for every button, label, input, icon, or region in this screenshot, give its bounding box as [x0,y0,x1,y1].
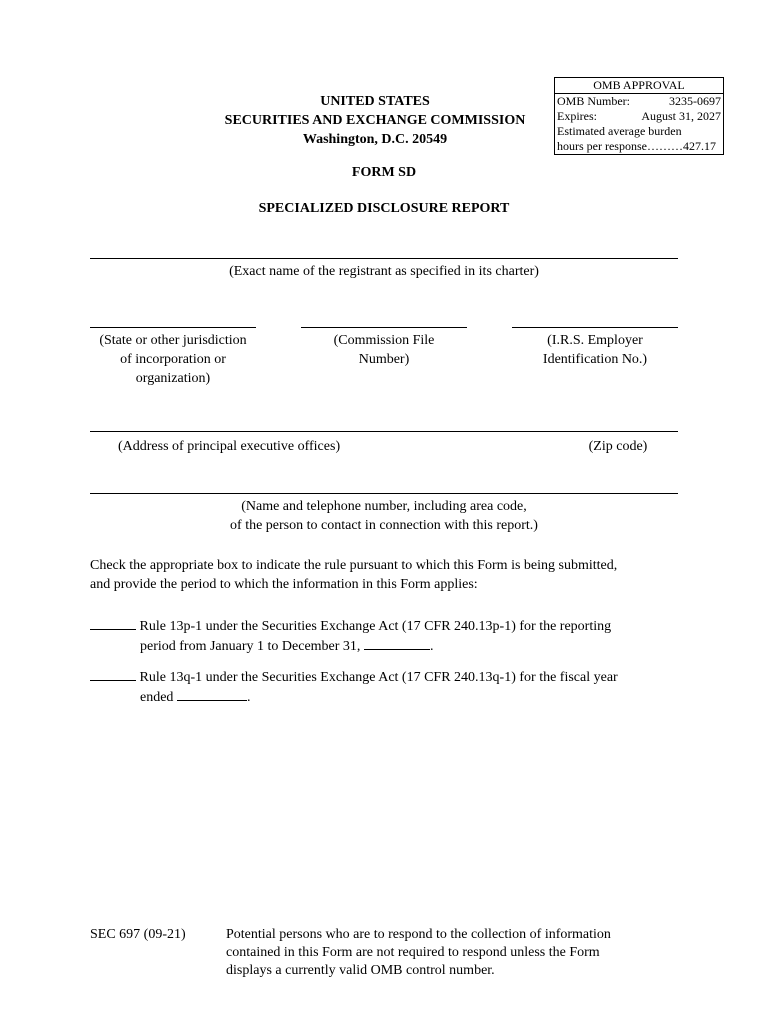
form-title: FORM SD [351,165,417,180]
rule-13q1-ended-end: . [246,690,251,705]
commission-file-caption [301,331,467,369]
registrant-name-line[interactable] [90,258,678,259]
rule-13q1-text: Rule 13q-1 under the Securities Exchange Act (17 CFR 240.13q-1) for the fiscal year [139,670,618,685]
header-line2: SECURITIES AND EXCHANGE COMMISSION [224,113,526,128]
form-code: SEC 697 (09-21) [90,927,186,942]
rule-13p1-text: Rule 13p-1 under the Securities Exchange Act (17 CFR 240.13p-1) for the reporting [139,619,612,634]
state-caption-line3: organization) [135,371,211,386]
omb-burden-line2: hours per response………427.17 [557,139,716,153]
report-title: SPECIALIZED DISCLOSURE REPORT [258,201,510,216]
header-line3: Washington, D.C. 20549 [302,132,448,147]
notice-line3: displays a currently valid OMB control number. [226,963,495,978]
address-line[interactable] [90,431,678,432]
irs-caption-line2: Identification No.) [542,352,648,367]
irs-line[interactable] [512,327,678,328]
rule-13p1-checkbox[interactable] [90,616,136,630]
state-caption-line2: of incorporation or [120,352,226,367]
rule-13q1-checkbox[interactable] [90,667,136,681]
omb-expires-row [555,109,723,124]
omb-number-value: 3235-0697 [669,94,721,108]
instructions [90,556,680,594]
state-line[interactable] [90,327,256,328]
rule-13q1-option [90,667,680,707]
rule-13p1-period-text: period from January 1 to December 31, [140,639,361,654]
omb-approval-box [554,77,724,155]
zip-caption: (Zip code) [588,439,648,454]
rule-13p1-option [90,616,680,656]
instructions-line2: and provide the period to which the information in this Form applies: [90,577,478,592]
contact-caption-line2: of the person to contact in connection with this report.) [230,518,538,533]
rule-13q1-fiscal-year-field[interactable] [177,687,247,701]
instructions-line1: Check the appropriate box to indicate the rule pursuant to which this Form is being submitted, [90,558,618,573]
state-caption-line1: (State or other jurisdiction [99,333,247,348]
notice-line2: contained in this Form are not required to respond unless the Form [226,945,600,960]
contact-line[interactable] [90,493,678,494]
agency-header [200,92,550,149]
address-caption: (Address of principal executive offices) [118,439,341,454]
notice-line1: Potential persons who are to respond to the collection of information [226,927,611,942]
header-line1: UNITED STATES [320,94,430,109]
omb-number-row [555,94,723,109]
omb-notice [226,926,666,980]
irs-caption [506,331,684,369]
registrant-caption: (Exact name of the registrant as specified in its charter) [229,264,539,279]
contact-caption-line1: (Name and telephone number, including area code, [241,499,527,514]
irs-caption-line1: (I.R.S. Employer [547,333,643,348]
commission-file-line[interactable] [301,327,467,328]
rule-13q1-ended-text: ended [140,690,174,705]
omb-title: OMB APPROVAL [555,78,723,94]
omb-expires-label: Expires: [557,109,597,123]
contact-caption [90,497,678,535]
rule-13p1-year-field[interactable] [364,636,430,650]
omb-burden-line1: Estimated average burden [557,124,682,138]
file-caption-line1: (Commission File [333,333,435,348]
omb-expires-value: August 31, 2027 [641,109,721,123]
rule-13p1-period-end: . [429,639,434,654]
state-caption [82,331,264,388]
file-caption-line2: Number) [358,352,410,367]
omb-number-label: OMB Number: [557,94,630,108]
